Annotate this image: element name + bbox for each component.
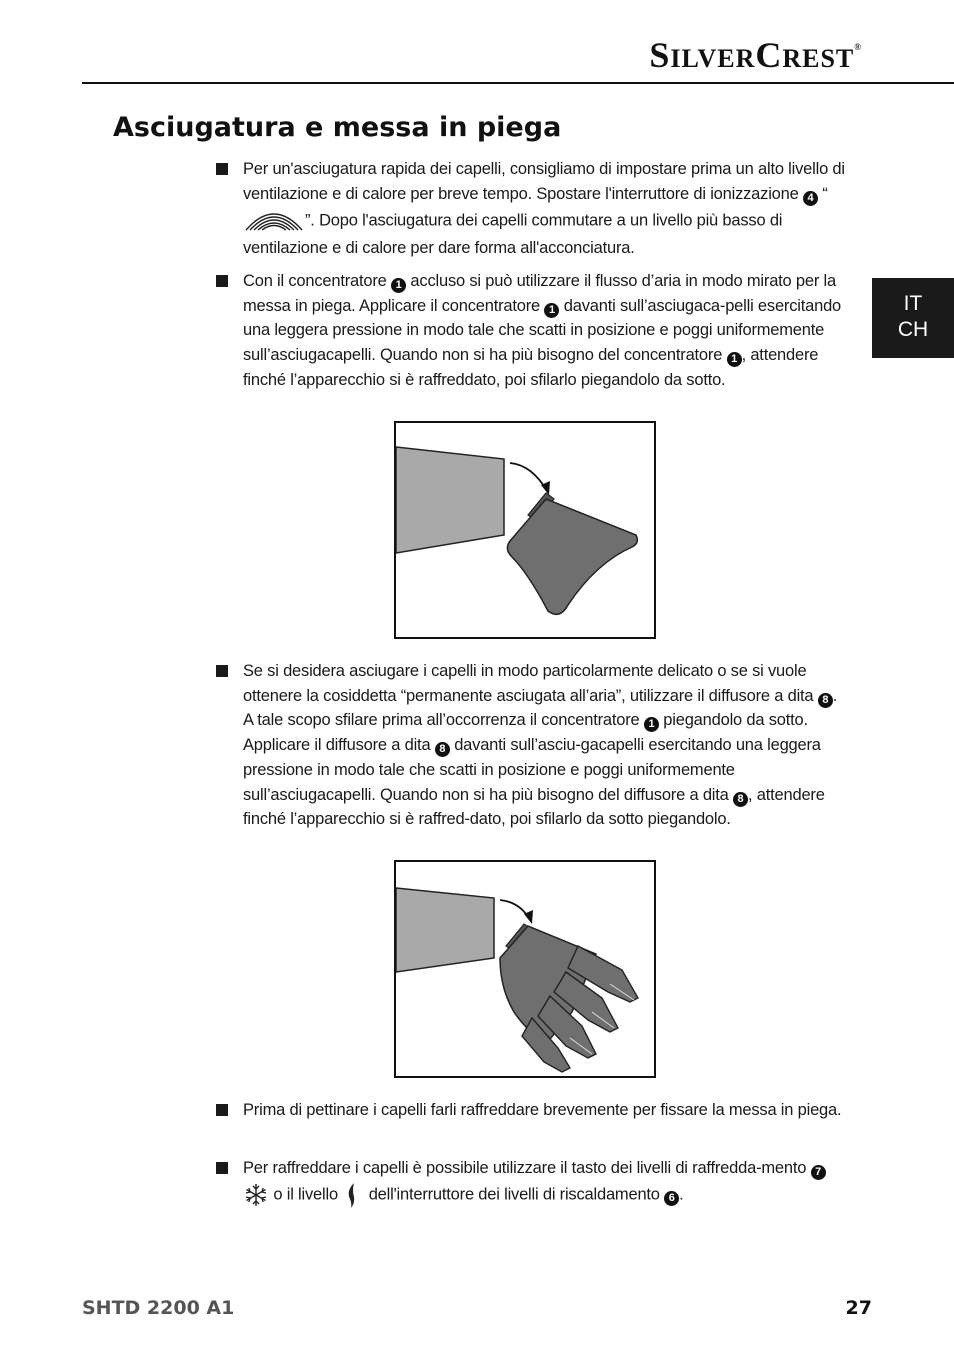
paragraph-3: Se si desidera asciugare i capelli in modo particolarmente delicato o se si vuole ottenere la cosiddetta “permanente asciugata all’aria”, utilizzare il diffusore a dita 8 . A tale scopo sfilare prima all’occorrenza il concentratore 1 piegandolo da sotto. Applicare il diffusore a dita 8 davanti sull’asciu-gacapelli esercitando una leggera pressione in modo tale che scatti in posizione e poggi uniformemente sull’asciugacapelli. Quando non si ha più bisogno del diffusore a dita 8 , attendere finché l’apparecchio si è raffred-dato, poi sfilarlo da sotto piegandolo. [243,659,848,832]
number-badge: 7 [811,1165,826,1180]
paragraph-1: Per un'asciugatura rapida dei capelli, consigliamo di impostare prima un alto livello di ventilazione e di calore per breve tempo. Spostare l'interruttore di ionizzazione 4 “”. Dopo l'asciugatura dei capelli commutare a un livello più basso di ventilazione e di calore per dare forma all'acconciatura. [243,157,848,261]
header-rule [82,82,954,84]
number-badge: 1 [644,717,659,732]
bullet [216,1162,228,1174]
paragraph-5: Per raffreddare i capelli è possibile utilizzare il tasto dei livelli di raffredda-mento 7 o il livello dell'interruttore dei livelli di riscaldamento 6 . [243,1156,848,1209]
dryer-body [396,888,494,972]
page-number: 27 [845,1297,872,1319]
paragraph-4: Prima di pettinare i capelli farli raffreddare brevemente per fissare la messa in piega. [243,1098,848,1123]
arrow-line [500,900,530,920]
diffuser-illustration [394,860,656,1078]
bullet [216,275,228,287]
bullet [216,163,228,175]
number-badge: 1 [544,303,559,318]
number-badge: 8 [818,693,833,708]
language-tab-line1: IT [903,292,923,315]
concentrator-nozzle [507,499,637,614]
arrow-line [510,463,547,491]
bullet [216,665,228,677]
paragraph-2: Con il concentratore 1 accluso si può utilizzare il flusso d’aria in modo mirato per la messa in piega. Applicare il concentratore 1 davanti sull’asciugaca-pelli esercitando una leggera pressione in modo tale che scatti in posizione e poggi uniformemente sull’asciugacapelli. Quando non si ha più bisogno del concentratore 1 , attendere finché l’apparecchio si è raffreddato, poi sfilarlo piegandolo da sotto. [243,269,848,393]
language-tab [872,278,954,358]
number-badge: 1 [727,352,742,367]
number-badge: 6 [664,1191,679,1206]
language-tab-line2: CH [897,318,929,341]
footer-model: SHTD 2200 A1 [82,1297,235,1319]
concentrator-illustration [394,421,656,639]
diffuser-drawing [396,862,654,1076]
dryer-body [396,447,504,553]
number-badge: 1 [391,278,406,293]
number-badge: 4 [803,191,818,206]
page-title: Asciugatura e messa in piega [113,112,562,143]
number-badge: 8 [435,742,450,757]
brand-logo: SILVERCREST® [649,35,862,75]
snowflake-icon [243,1182,269,1208]
bullet [216,1104,228,1116]
concentrator-drawing [396,423,654,637]
number-badge: 8 [733,792,748,807]
ionizer-wave-icon [243,206,305,236]
cold-level-icon [342,1181,364,1209]
